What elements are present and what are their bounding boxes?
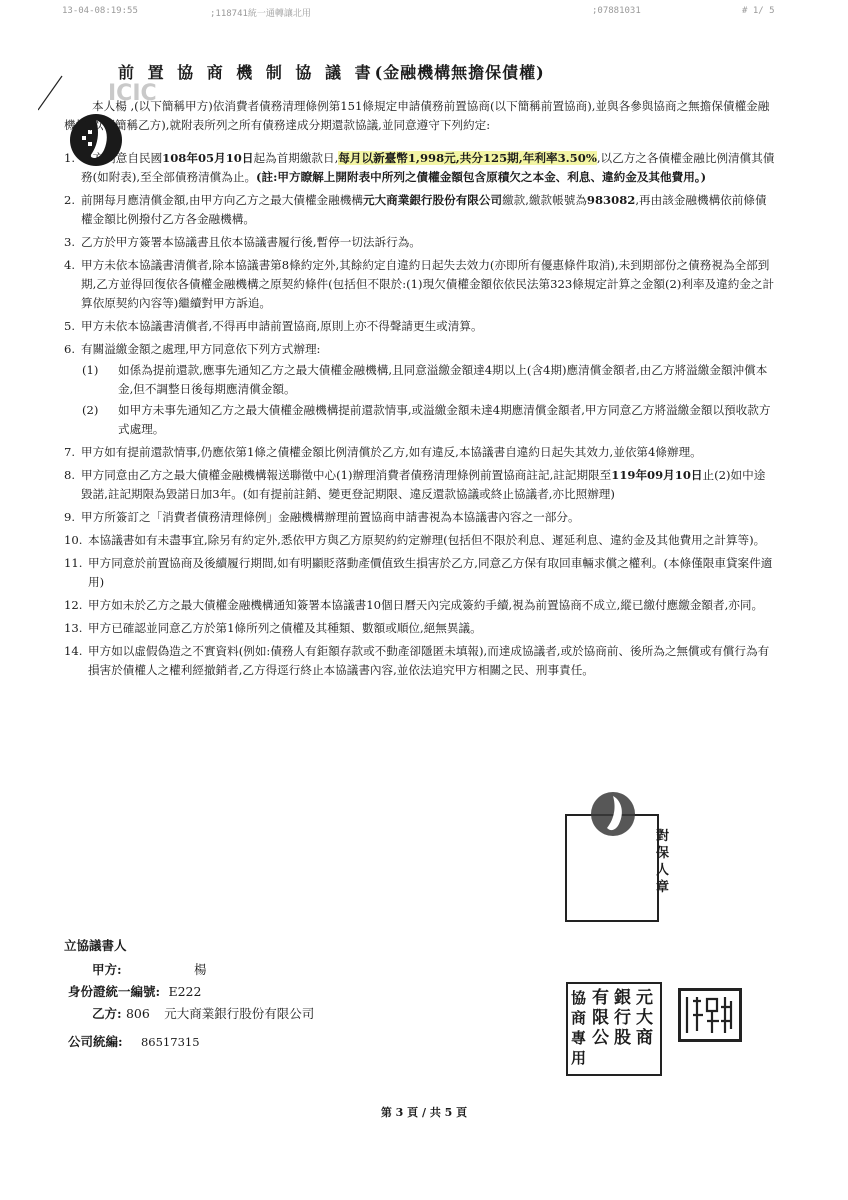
party-a-name: 楊: [193, 962, 207, 977]
clause-text: 如係為提前還款,應事先通知乙方之最大債權金融機構,且同意溢繳金額達4期以上(含4期)應清償金額者,由乙方將溢繳金額沖償本金,但不調整日後每期應清償金額。: [118, 363, 768, 396]
clause-text: 前開每月應清償金額,由甲方向乙方之最大債權金融機構: [81, 193, 363, 207]
clause-text: 甲方未依本協議書清償者,除本協議書第8條約定外,其餘約定自違約日起失去效力(亦即所有優惠條件取消),未到期部份之債務視為全部到期,乙方並得回復依各債權金融機構之原契約條件(包括但不限於:(1)現欠債權金額依依民法第323條規定計算之金額(2)利率及違約金之計算依原契約內容等)繼續對甲方訴追。: [81, 258, 775, 310]
end-date: 119年09月10日: [611, 468, 703, 482]
payment-terms-highlight: 每月以新臺幣1,998元,共分125期,年利率3.50%: [338, 151, 597, 165]
fax-timestamp: 13-04-08:19:55: [62, 6, 138, 16]
clause-6-1: [64, 361, 776, 399]
clause-5: [64, 317, 776, 336]
clause-text: 本協議書如有未盡事宜,除另有約定外,悉依甲方與乙方原契約約定辦理(包括但不限於利息、遲延利息、違約金及其他費用之計算等)。: [88, 533, 766, 547]
clause-text: ,以乙方之各債權金融比例清償其債務(如附表),至全部債務清償為止。: [81, 151, 775, 184]
svg-text:ICIC: ICIC: [108, 81, 157, 106]
intro-paragraph: 本人楊 ,(以下簡稱甲方)依消費者債務清理條例第151條規定申請債務前置協商(以下簡稱前置協商),並與各參與協商之無擔保債權金融機構(以下簡稱乙方),就附表所列之所有債務達成分期還款協議,並同意遵守下列約定:: [64, 99, 770, 132]
clause-text: 甲方同意由乙方之最大債權金融機構報送聯徵中心(1)辦理消費者債務清理條例前置協商註記,註記期限至: [81, 468, 612, 482]
jcic-emblem-icon: [585, 788, 641, 838]
clause-number: 4.: [64, 258, 76, 272]
guarantor-stamp-label: 對保人章: [656, 829, 670, 895]
clause-number: 11.: [64, 556, 83, 570]
company-id-row: [68, 1032, 200, 1050]
clause-number: 2.: [64, 193, 76, 207]
agreement-body: [64, 97, 776, 684]
page-footer: 第 3 頁 / 共 5 頁: [380, 1106, 468, 1119]
clause-text: 甲方如有提前還款情事,仍應依第1條之債權金額比例清償於乙方,如有違反,本協議書自違約日起失其效力,並依第4條辦理。: [81, 445, 702, 459]
bank-name: 元大商業銀行股份有限公司: [362, 193, 503, 207]
clause-text: 甲方同意自民國: [81, 151, 163, 165]
id-label: 身份證統一編號:: [68, 984, 161, 999]
clause-text: 甲方所簽訂之「消費者債務清理條例」金融機構辦理前置協商申請書視為本協議書內容之一部分。: [81, 510, 580, 524]
clause-text: 止(2)如中途毀諾,註記期限為毀諾日加3年。(如有提前註銷、變更登記期限、違反還款協議或終止協議者,亦比照辦理): [81, 468, 766, 501]
clause-number: 6.: [64, 342, 76, 356]
clause-text: 有關溢繳金額之處理,甲方同意依下列方式辦理:: [81, 342, 321, 356]
clause-4: [64, 256, 776, 313]
clause-number: (2): [82, 403, 99, 417]
clause-text: 甲方同意於前置協商及後續履行期間,如有明顯貶落動產價值致生損害於乙方,同意乙方保有取回車輛求償之權利。(本條僅限車貸案件適用): [88, 556, 773, 589]
clause-7: [64, 443, 776, 462]
party-b-row: [92, 1004, 314, 1022]
party-a-row: [92, 960, 207, 978]
clause-6-2: [64, 401, 776, 439]
clause-text: 甲方如以虛假偽造之不實資料(例如:債務人有鉅額存款或不動產卻隱匿未填報),而達成協議者,或於協商前、後所為之無償或有償行為有損害於債權人之權利經撤銷者,乙方得逕行終止本協議書內容,並依法追究甲方相關之民、刑事責任。: [88, 644, 770, 677]
clause-text: 甲方如未於乙方之最大債權金融機構通知簽署本協議書10個日曆天內完成簽約手續,視為前置協商不成立,縱已繳付應繳金額者,亦同。: [88, 598, 764, 612]
page-title: [118, 60, 738, 83]
clause-9: [64, 508, 776, 527]
company-id-label: 公司統編:: [68, 1034, 123, 1049]
clause-number: (1): [82, 363, 99, 377]
clause-text: 如甲方未事先通知乙方之最大債權金融機構提前還款情事,或溢繳金額未達4期應清償金額者,甲方同意乙方將溢繳金額以預收款方式處理。: [118, 403, 771, 436]
clause-14: [64, 642, 776, 680]
clause-number: 13.: [64, 621, 83, 635]
clause-2: [64, 191, 776, 229]
clause-8: [64, 466, 776, 504]
id-number: E222: [168, 984, 202, 999]
clause-number: 1.: [64, 151, 76, 165]
clause-number: 14.: [64, 644, 83, 658]
party-a-label: 甲方:: [92, 962, 122, 977]
clause-text: 甲方未依本協議書清償者,不得再申請前置協商,原則上亦不得聲請更生或清算。: [81, 319, 483, 333]
account-number: 983082: [586, 193, 636, 207]
title-suffix: (金融機構無擔保債權): [374, 63, 545, 82]
clause-note: (註:甲方瞭解上開附表中所列之債權金額包含原積欠之本金、利息、違約金及其他費用。): [256, 170, 707, 184]
company-seal-icon: [678, 988, 742, 1042]
clause-number: 3.: [64, 235, 76, 249]
party-b-code: 806: [125, 1006, 150, 1021]
clause-number: 12.: [64, 598, 83, 612]
clause-number: 10.: [64, 533, 83, 547]
clause-12: [64, 596, 776, 615]
clause-number: 7.: [64, 445, 76, 459]
title-main: 前 置 協 商 機 制 協 議 書: [118, 63, 375, 82]
clause-number: 9.: [64, 510, 76, 524]
fax-number: ;07881031: [592, 6, 641, 16]
seal-line-2: 銀行股: [614, 988, 631, 1048]
bank-seal: [566, 982, 662, 1076]
signatories-heading: 立協議書人: [64, 938, 127, 953]
company-id-number: 86517315: [140, 1035, 200, 1049]
party-b-name: 元大商業銀行股份有限公司: [164, 1006, 315, 1021]
fax-sender: ;118741統一通轉讓北用: [210, 9, 311, 19]
clause-1: [64, 149, 776, 187]
clause-3: [64, 233, 776, 252]
clause-number: 5.: [64, 319, 76, 333]
clause-number: 8.: [64, 468, 76, 482]
party-b-label: 乙方:: [92, 1006, 122, 1021]
id-row: [68, 982, 201, 1000]
seal-line-4: 協商專用: [571, 989, 587, 1067]
start-date: 108年05月10日: [162, 151, 254, 165]
clause-13: [64, 619, 776, 638]
clause-10: [64, 531, 776, 550]
fax-page: # 1/ 5: [742, 6, 775, 16]
clause-text: 繳款,繳款帳號為: [502, 193, 587, 207]
clause-text: 起為首期繳款日,: [253, 151, 339, 165]
clause-text: ,再由該金融機構依前條債權金額比例撥付乙方各金融機構。: [81, 193, 767, 226]
seal-line-3: 有限公: [592, 988, 609, 1048]
clause-11: [64, 554, 776, 592]
clause-6: [64, 340, 776, 359]
clause-text: 甲方已確認並同意乙方於第1條所列之債權及其種類、數額或順位,絕無異議。: [88, 621, 482, 635]
seal-line-1: 元大商: [636, 988, 653, 1048]
clause-text: 乙方於甲方簽署本協議書且依本協議書履行後,暫停一切法訴行為。: [81, 235, 421, 249]
